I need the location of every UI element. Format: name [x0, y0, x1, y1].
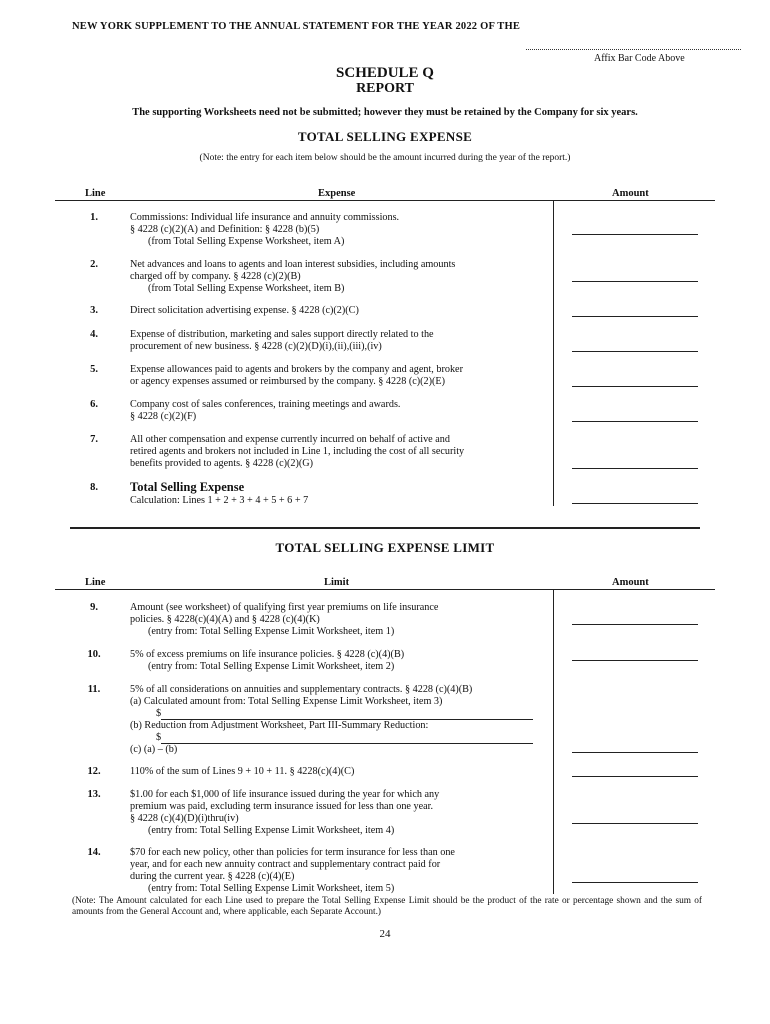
line-number-3: 3.: [90, 305, 98, 316]
line-9-amount-field[interactable]: [572, 624, 698, 625]
page-number: 24: [379, 928, 391, 940]
section1-note: (Note: the entry for each item below should be the amount incurred during the year of the report.): [199, 153, 571, 163]
col-amount-header: Amount: [612, 188, 649, 199]
line-14-description: $70 for each new policy, other than policies for term insurance for less than one year, and for each new annuity contract and supplementary contract paid for during the current year. § 4228 (c)(4)(E) (entry from: Total Selling Expense Limit Worksheet, item 5): [130, 847, 455, 894]
line-3-amount-field[interactable]: [572, 316, 698, 317]
line-7-amount-field[interactable]: [572, 468, 698, 469]
line-4-amount-field[interactable]: [572, 351, 698, 352]
col-limit-header: Limit: [324, 577, 350, 588]
line-number-2: 2.: [90, 259, 98, 270]
col-line-header: Line: [85, 188, 106, 199]
line-number-5: 5.: [90, 364, 98, 375]
col-amount-header-2: Amount: [612, 577, 649, 588]
section2-title: TOTAL SELLING EXPENSE LIMIT: [275, 540, 495, 555]
line-number-9: 9.: [90, 602, 98, 613]
line-5-description: Expense allowances paid to agents and brokers by the company and agent, broker or agency expenses assumed or reimbursed by the company. § 4228 (c)(2)(E): [130, 364, 463, 387]
line-12-description: 110% of the sum of Lines 9 + 10 + 11. § 4228(c)(4)(C): [130, 766, 355, 777]
support-note: The supporting Worksheets need not be submitted; however they must be retained by the Company for six years.: [132, 107, 638, 118]
line-number-11: 11.: [87, 684, 101, 695]
line-8-amount-field[interactable]: [572, 503, 698, 504]
line-number-4: 4.: [90, 329, 98, 340]
col-line-header-2: Line: [85, 577, 106, 588]
line-number-14: 14.: [87, 847, 101, 858]
section2-header-rule: [55, 589, 715, 590]
line-10-description: 5% of excess premiums on life insurance policies. § 4228 (c)(4)(B) (entry from: Total Selling Expense Limit Worksheet, item 2): [130, 649, 405, 672]
line-14-amount-field[interactable]: [572, 882, 698, 883]
line-2-description: Net advances and loans to agents and loan interest subsidies, including amounts charged off by company. § 4228 (c)(2)(B) (from Total Selling Expense Worksheet, item B): [130, 259, 456, 294]
line-number-10: 10.: [87, 649, 101, 660]
section-divider: [70, 527, 700, 529]
supplement-header: NEW YORK SUPPLEMENT TO THE ANNUAL STATEMENT FOR THE YEAR 2022 OF THE: [72, 21, 521, 32]
line-number-6: 6.: [90, 399, 98, 410]
line-1-description: Commissions: Individual life insurance and annuity commissions. § 4228 (c)(2)(A) and Definition: § 4228 (b)(5) (from Total Selling Expense Worksheet, item A): [130, 212, 400, 247]
col-expense-header: Expense: [318, 188, 356, 199]
line-8-description: Total Selling Expense Calculation: Lines 1 + 2 + 3 + 4 + 5 + 6 + 7: [130, 480, 309, 506]
barcode-area-line: [526, 49, 741, 50]
line-12-amount-field[interactable]: [572, 776, 698, 777]
section1-title: TOTAL SELLING EXPENSE: [297, 129, 473, 144]
section2-column-divider: [553, 589, 554, 894]
line-number-12: 12.: [87, 766, 101, 777]
line-7-description: All other compensation and expense currently incurred on behalf of active and retired agents and brokers not included in Line 1, including the cost of all security benefits provided to agents. § 4228 (c)(2)(G): [130, 434, 465, 469]
section1-column-divider: [553, 200, 554, 506]
line-6-amount-field[interactable]: [572, 421, 698, 422]
line-11b-amount-field[interactable]: [161, 733, 533, 744]
line-5-amount-field[interactable]: [572, 386, 698, 387]
line-4-description: Expense of distribution, marketing and sales support directly related to the procurement of new business. § 4228 (c)(2)(D)(i),(ii),(iii),(iv): [130, 329, 434, 352]
footnote: (Note: The Amount calculated for each Line used to prepare the Total Selling Expense Limit should be the product of the rate or percentage shown and the sum of amounts from the General Account and, where applicable, each Separate Account.): [72, 896, 702, 917]
schedule-title: SCHEDULE Q: [336, 65, 434, 81]
line-3-description: Direct solicitation advertising expense. § 4228 (c)(2)(C): [130, 305, 359, 316]
report-title: REPORT: [356, 81, 414, 96]
line-number-8: 8.: [90, 482, 98, 493]
line-number-13: 13.: [87, 789, 101, 800]
line-2-amount-field[interactable]: [572, 281, 698, 282]
line-6-description: Company cost of sales conferences, training meetings and awards. § 4228 (c)(2)(F): [130, 399, 401, 422]
line-13-amount-field[interactable]: [572, 823, 698, 824]
line-11-description: 5% of all considerations on annuities and supplementary contracts. § 4228 (c)(4)(B) (a) Calculated amount from: Total Selling Expense Limit Worksheet, item 3) $ (b) Reduction from Adjustment Worksheet, Part III-Summary Reduction: $ (c) (a) – (b): [130, 684, 540, 756]
barcode-label: Affix Bar Code Above: [594, 53, 685, 64]
line-10-amount-field[interactable]: [572, 660, 698, 661]
line-1-amount-field[interactable]: [572, 234, 698, 235]
line-11-amount-field[interactable]: [572, 752, 698, 753]
line-number-1: 1.: [90, 212, 98, 223]
line-9-description: Amount (see worksheet) of qualifying first year premiums on life insurance policies. § 4228(c)(4)(A) and § 4228 (c)(4)(K) (entry from: Total Selling Expense Limit Worksheet, item 1): [130, 602, 439, 637]
section1-header-rule: [55, 200, 715, 201]
line-13-description: $1.00 for each $1,000 of life insurance issued during the year for which any premium was paid, excluding term insurance issued for less than one year. § 4228 (c)(4)(D)(i)thru(iv) (entry from: Total Selling Expense Limit Worksheet, item 4): [130, 789, 440, 836]
line-11a-amount-field[interactable]: [161, 709, 533, 720]
line-number-7: 7.: [90, 434, 98, 445]
